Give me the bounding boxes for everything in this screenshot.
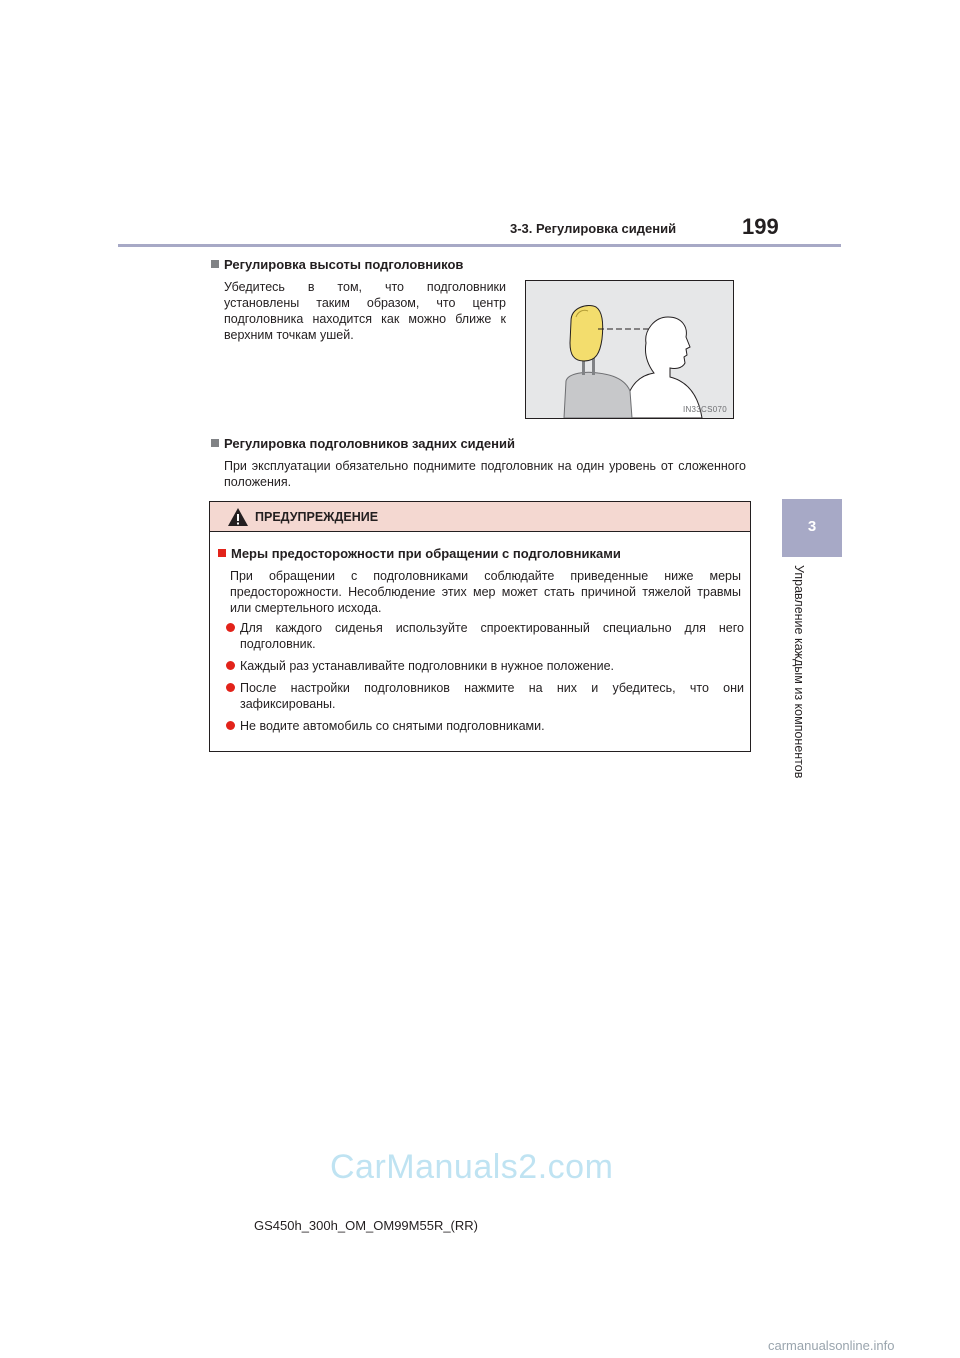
illustration-code: IN33CS070: [682, 405, 727, 414]
site-watermark: carmanualsonline.info: [768, 1338, 895, 1353]
red-dot-icon: [226, 623, 235, 632]
warning-header: [210, 502, 750, 532]
headrest-illustration: [525, 280, 734, 419]
red-dot-icon: [226, 721, 235, 730]
chapter-number: 3: [807, 518, 817, 535]
page-number: 199: [742, 214, 779, 239]
section2-title: Регулировка подголовников задних сидений: [224, 436, 515, 451]
section2-heading: [211, 436, 515, 451]
headrest-figure-icon: [526, 281, 733, 418]
chapter-side-label: [780, 565, 812, 825]
warning-subtitle-row: [218, 546, 621, 561]
square-bullet-icon: [211, 439, 219, 447]
warning-title: ПРЕДУПРЕЖДЕНИЕ: [255, 510, 379, 524]
red-dot-icon: [226, 683, 235, 692]
warning-item: Каждый раз устанавливайте подголовники в нужное положение.: [226, 658, 744, 674]
section2-text: При эксплуатации обязательно поднимите подголовник на один уровень от сложенного положения.: [224, 459, 746, 489]
square-bullet-icon: [211, 260, 219, 268]
warning-triangle-icon: [227, 507, 249, 527]
warning-item: Для каждого сиденья используйте спроектированный специально для него подголовник.: [226, 620, 744, 652]
chapter-side-text: Управление каждым из компонентов: [792, 565, 806, 779]
section-title: 3-3. Регулировка сидений: [510, 221, 677, 236]
section1-title: Регулировка высоты подголовников: [224, 257, 464, 272]
header-rule: [118, 244, 841, 247]
red-square-bullet-icon: [218, 549, 226, 557]
section1-text: Убедитесь в том, что подголовники установлены таким образом, что центр подголовника находится как можно ближе к верхним точкам ушей.: [224, 280, 506, 342]
carmanuals-watermark: CarManuals2.com: [330, 1148, 614, 1186]
warning-box: [209, 501, 751, 752]
red-dot-icon: [226, 661, 235, 670]
warning-item: После настройки подголовников нажмите на них и убедитесь, что они зафиксированы.: [226, 680, 744, 712]
section1-heading: [211, 257, 463, 272]
warning-subtitle: Меры предосторожности при обращении с подголовниками: [231, 546, 621, 561]
footer-doc-code: GS450h_300h_OM_OM99M55R_(RR): [254, 1218, 478, 1233]
warning-item: Не водите автомобиль со снятыми подголовниками.: [226, 718, 744, 734]
warning-intro: При обращении с подголовниками соблюдайте приведенные ниже меры предосторожности. Несоблюдение этих мер может стать причиной тяжелой травмы или смертельного исхода.: [230, 569, 741, 615]
